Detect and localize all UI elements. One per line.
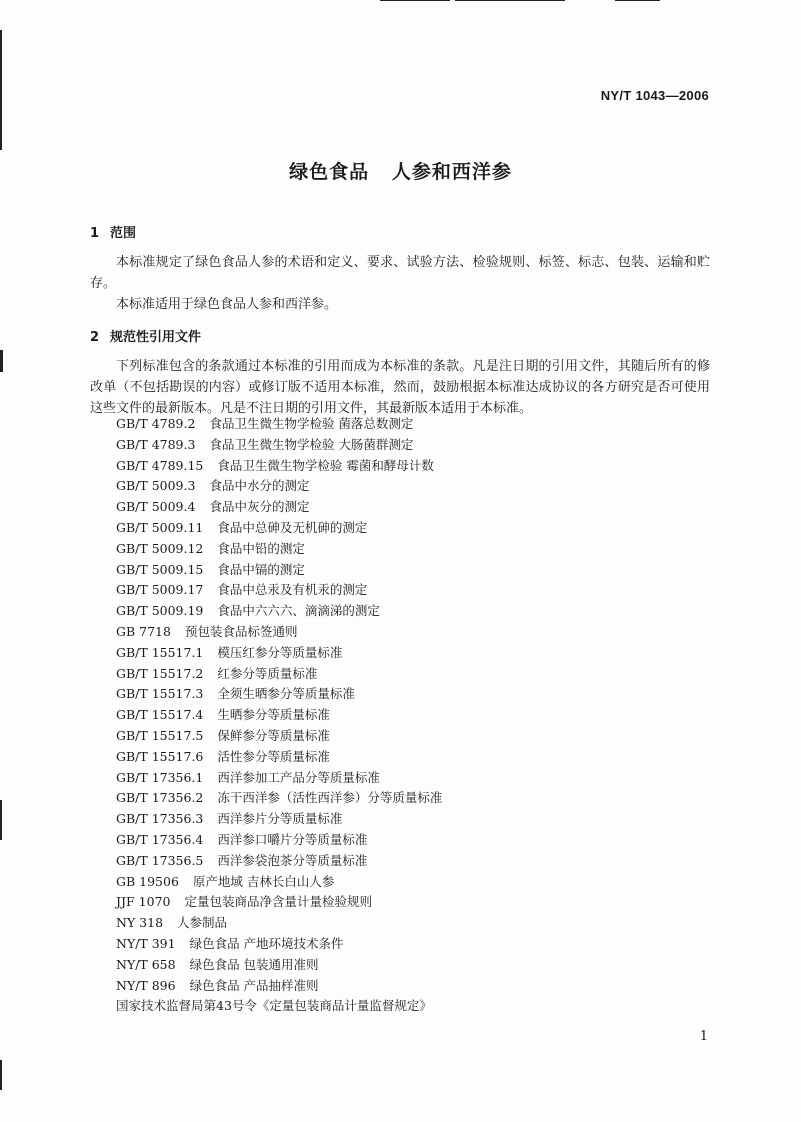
reference-item — [116, 580, 716, 601]
reference-code: GB/T 5009.19 — [116, 603, 204, 619]
standard-code: NY/T 1043—2006 — [600, 88, 709, 103]
reference-code: GB/T 17356.1 — [116, 769, 204, 785]
reference-title: 红参分等质量标准 — [217, 665, 318, 681]
section-title: 范围 — [110, 226, 137, 241]
scan-artifact-left-edge-4 — [0, 1060, 2, 1090]
reference-code: GB/T 5009.17 — [116, 582, 204, 598]
reference-item — [116, 872, 716, 893]
scan-artifact-top-line-3 — [615, 0, 660, 1]
reference-item — [116, 809, 716, 830]
reference-code: GB/T 17356.5 — [116, 852, 204, 868]
reference-item — [116, 976, 716, 997]
reference-code: GB 7718 — [116, 623, 171, 639]
reference-code: GB/T 5009.15 — [116, 561, 204, 577]
reference-list — [116, 414, 716, 1017]
reference-title: 食品卫生微生物学检验 霉菌和酵母计数 — [217, 457, 434, 473]
reference-code: GB/T 15517.3 — [116, 686, 204, 702]
reference-title: 西洋参加工产品分等质量标准 — [217, 769, 380, 785]
reference-item — [116, 830, 716, 851]
reference-title: 食品中总砷及无机砷的测定 — [217, 519, 368, 535]
reference-item — [116, 560, 716, 581]
reference-item — [116, 664, 716, 685]
reference-title: 预包装食品标签通则 — [184, 623, 298, 639]
reference-title: 原产地域 吉林长白山人参 — [192, 873, 335, 889]
reference-item — [116, 601, 716, 622]
reference-code: GB 19506 — [116, 873, 179, 889]
reference-item — [116, 684, 716, 705]
scan-artifact-left-edge-3 — [0, 800, 2, 840]
reference-code: GB/T 15517.2 — [116, 665, 204, 681]
reference-title: 西洋参片分等质量标准 — [217, 811, 343, 827]
reference-code: GB/T 5009.11 — [116, 519, 204, 535]
reference-title: 西洋参袋泡茶分等质量标准 — [217, 852, 368, 868]
reference-title: 生晒参分等质量标准 — [217, 707, 330, 723]
reference-code: GB/T 5009.4 — [116, 499, 196, 515]
reference-title: 绿色食品 包装通用准则 — [189, 956, 319, 972]
reference-code: NY/T 896 — [116, 977, 176, 993]
reference-code: GB/T 15517.6 — [116, 748, 204, 764]
reference-item — [116, 788, 716, 809]
page-number: 1 — [699, 1029, 708, 1044]
reference-title: 冻干西洋参（活性西洋参）分等质量标准 — [217, 790, 443, 806]
reference-title: 人参制品 — [177, 915, 228, 931]
reference-code: NY 318 — [116, 915, 164, 931]
reference-item — [116, 518, 716, 539]
reference-title: 模压红参分等质量标准 — [217, 644, 343, 660]
section-1-paragraph-1: 本标准规定了绿色食品人参的术语和定义、要求、试验方法、检验规则、标签、标志、包装、运输和贮存。 — [90, 255, 710, 291]
reference-item — [116, 497, 716, 518]
reference-item — [116, 456, 716, 477]
section-title: 规范性引用文件 — [110, 330, 202, 345]
section-number: 2 — [90, 330, 100, 345]
reference-title: 全须生晒参分等质量标准 — [217, 686, 355, 702]
reference-code: NY/T 391 — [116, 935, 176, 951]
reference-title: 食品中水分的测定 — [209, 478, 310, 494]
reference-item — [116, 622, 716, 643]
reference-title: 国家技术监督局第43号令《定量包装商品计量监督规定》 — [116, 998, 432, 1014]
reference-title: 保鲜参分等质量标准 — [217, 727, 330, 743]
scan-artifact-top-line-1 — [380, 0, 450, 1]
reference-code: GB/T 5009.3 — [116, 478, 196, 494]
reference-item — [116, 913, 716, 934]
reference-code: GB/T 15517.1 — [116, 644, 204, 660]
reference-code: NY/T 658 — [116, 956, 176, 972]
reference-title: 食品中铅的测定 — [217, 540, 305, 556]
reference-code: GB/T 4789.15 — [116, 457, 204, 473]
reference-code: GB/T 17356.3 — [116, 811, 204, 827]
reference-title: 食品中镉的测定 — [217, 561, 305, 577]
reference-item — [116, 996, 716, 1017]
reference-title: 绿色食品 产品抽样准则 — [189, 977, 319, 993]
scan-artifact-top-line-2 — [455, 0, 565, 1]
reference-title: 食品卫生微生物学检验 菌落总数测定 — [209, 416, 414, 431]
reference-code: GB/T 17356.2 — [116, 790, 204, 806]
reference-item — [116, 705, 716, 726]
reference-title: 食品卫生微生物学检验 大肠菌群测定 — [209, 436, 414, 452]
reference-title: 活性参分等质量标准 — [217, 748, 330, 764]
reference-item — [116, 851, 716, 872]
section-1-heading — [90, 222, 136, 241]
reference-title: 食品中六六六、滴滴涕的测定 — [217, 603, 380, 619]
reference-code: GB/T 15517.5 — [116, 727, 204, 743]
reference-item — [116, 414, 716, 435]
reference-item — [116, 726, 716, 747]
section-number: 1 — [90, 226, 100, 241]
reference-code: GB/T 5009.12 — [116, 540, 204, 556]
reference-item — [116, 643, 716, 664]
reference-item — [116, 934, 716, 955]
reference-title: 西洋参口嚼片分等质量标准 — [217, 831, 368, 847]
reference-code: GB/T 4789.3 — [116, 436, 196, 452]
scan-artifact-left-edge-2 — [0, 350, 3, 372]
scan-artifact-left-edge-1 — [0, 30, 2, 150]
reference-code: GB/T 15517.4 — [116, 707, 204, 723]
reference-item — [116, 955, 716, 976]
section-2-heading — [90, 326, 201, 345]
reference-item — [116, 539, 716, 560]
reference-title: 食品中灰分的测定 — [209, 499, 310, 515]
reference-title: 绿色食品 产地环境技术条件 — [189, 935, 344, 951]
reference-item — [116, 892, 716, 913]
reference-item — [116, 476, 716, 497]
reference-item — [116, 435, 716, 456]
section-2-paragraph-1: 下列标准包含的条款通过本标准的引用而成为本标准的条款。凡是注日期的引用文件，其随后所有的修改单（不包括勘误的内容）或修订版不适用本标准，然而，鼓励根据本标准达成协议的各方研究是否可使用这些文件的最新版本。凡是不注日期的引用文件，其最新版本适用于本标准。 — [90, 359, 710, 416]
reference-item — [116, 768, 716, 789]
reference-code: JJF 1070 — [116, 894, 171, 910]
reference-code: GB/T 4789.2 — [116, 416, 196, 431]
document-title: 绿色食品 人参和西洋参 — [289, 161, 512, 183]
reference-code: GB/T 17356.4 — [116, 831, 204, 847]
reference-title: 食品中总汞及有机汞的测定 — [217, 582, 368, 598]
reference-title: 定量包装商品净含量计量检验规则 — [184, 894, 372, 910]
reference-item — [116, 747, 716, 768]
section-1-paragraph-2: 本标准适用于绿色食品人参和西洋参。 — [116, 297, 338, 312]
